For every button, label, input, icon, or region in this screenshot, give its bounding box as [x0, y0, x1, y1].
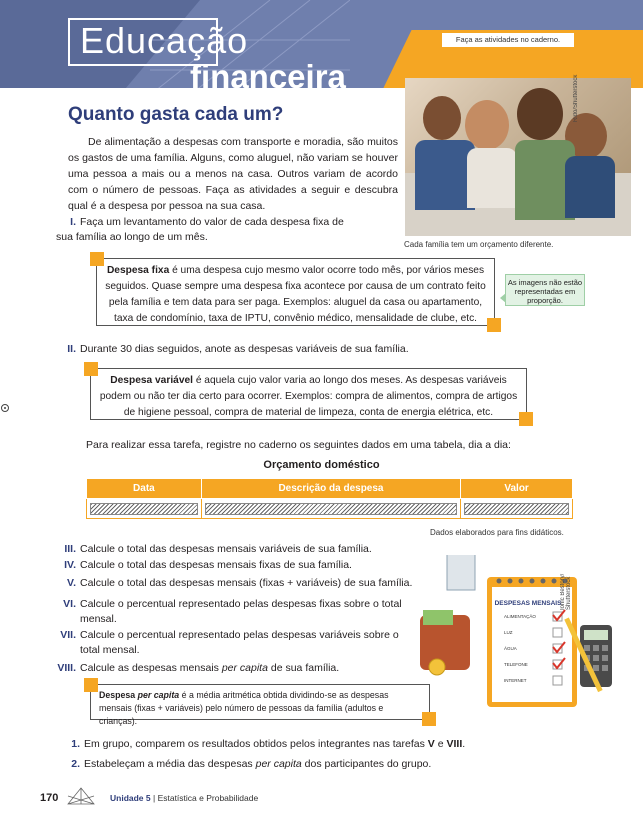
scale-note-text: As imagens não estão representadas em proporção.: [507, 278, 583, 305]
task-number: V.: [67, 577, 76, 589]
photo-person-1: [423, 96, 461, 140]
table-intro: Para realizar essa tarefa, registre no caderno os seguintes dados em uma tabela, dia a dia:: [86, 439, 511, 451]
task-text-b: dos participantes do grupo.: [301, 758, 432, 770]
task-text: Calcule o total das despesas mensais variáveis de sua família.: [80, 543, 372, 555]
expense-list-illustration: [415, 555, 620, 715]
task-text-em: per capita: [221, 662, 268, 674]
note-pointer: [500, 293, 506, 303]
task-text: Calcule o total das despesas mensais (fixas + variáveis) de sua família.: [80, 577, 413, 589]
placeholder-hatch: [90, 503, 198, 515]
task-number: 2.: [71, 758, 80, 770]
column-header-value: Valor: [461, 479, 573, 499]
task-text: Calcule o percentual representado pelas despesas fixas sobre o total mensal.: [80, 598, 402, 625]
corner-accent: [519, 412, 533, 426]
definition-text: é aquela cujo valor varia ao longo dos meses. As despesas variáveis podem ou não ter dia certo para ocorrer. Exemplos: compra de alimentos, compra de artigos de higiene pessoal, compra de material de limpeza, conta de energia elétrica, etc.: [99, 375, 518, 418]
photo-shirt-1: [415, 140, 475, 210]
page-number: 170: [40, 792, 59, 804]
definition-text: é a média aritmética obtida dividindo-se as despesas mensais (fixas + variáveis) pelo número de pessoas da família (adultos e crianças).: [99, 690, 389, 726]
task-number: VI.: [63, 598, 76, 610]
budget-table: [86, 478, 573, 519]
column-header-date: Data: [87, 479, 202, 499]
definition-term: Despesa variável: [110, 375, 193, 386]
table-cell: [461, 499, 573, 519]
task-VIII: [56, 661, 416, 676]
task-VII: [56, 628, 416, 658]
coin: [429, 659, 445, 675]
list-item-food: ALIMENTAÇÃO: [504, 614, 536, 619]
task-number: II.: [67, 343, 76, 355]
photo-caption: Cada família tem um orçamento diferente.: [404, 240, 554, 249]
task-text-a: Calcule as despesas mensais: [80, 662, 222, 674]
photo-credit: Rido/Shutterstock: [573, 74, 579, 122]
list-title: DESPESAS MENSAIS: [494, 600, 562, 607]
header-title-line2: financeira: [190, 58, 346, 95]
footer-unit: Unidade 5 | Estatística e Probabilidade: [110, 793, 259, 803]
task-text-a: Estabeleçam a média das despesas: [84, 758, 256, 770]
placeholder-hatch: [464, 503, 569, 515]
header-title-line1: Educação: [80, 20, 249, 61]
table-title: Orçamento doméstico: [263, 459, 380, 471]
table-cell: [87, 499, 202, 519]
scale-note: [505, 274, 585, 306]
task-number: I.: [70, 216, 76, 228]
section-title: Quanto gasta cada um?: [68, 104, 284, 125]
task-number: VII.: [60, 629, 76, 641]
unit-label: Unidade 5: [110, 793, 151, 803]
intro-paragraph: De alimentação a despesas com transporte e moradia, são muitos os gastos de uma família. Alguns, como aluguel, não variam se houver uma pessoa a mais ou a menos na casa. Outros variam de acordo com o número de pessoas. Faça as atividades a seguir e descubra qual é a despesa por pessoa na sua casa.: [68, 136, 398, 212]
task-ref-2: VIII: [446, 738, 463, 750]
definition-variable-expense: [90, 368, 527, 420]
task-text-em: per capita: [255, 758, 302, 770]
bill: [423, 610, 453, 625]
task-text: Calcule o percentual representado pelas despesas variáveis sobre o total mensal.: [80, 629, 399, 656]
table-header-row: [87, 479, 573, 499]
unit-subject: Estatística e Probabilidade: [157, 793, 259, 803]
calculator-screen: [584, 630, 608, 640]
illustration-credit: Ionic Bestory/ Shutterstock: [560, 573, 572, 610]
list-item-electricity: LUZ: [504, 630, 513, 635]
group-task-2: [60, 757, 560, 772]
family-photo: [405, 78, 631, 236]
registration-mark-icon: [1, 404, 9, 412]
receipt-paper: [447, 555, 475, 590]
task-text: Calcule o total das despesas mensais fixas de sua família.: [80, 559, 352, 571]
task-number: 1.: [71, 738, 80, 750]
task-ref-1: V: [427, 738, 435, 750]
group-task-1: [60, 737, 560, 752]
task-text: Durante 30 dias seguidos, anote as despesas variáveis de sua família.: [80, 343, 409, 355]
photo-person-3: [517, 88, 563, 140]
task-text-a: Em grupo, comparem os resultados obtidos pelos integrantes nas tarefas: [84, 738, 428, 750]
task-text-b: de sua família.: [267, 662, 340, 674]
table-row: [87, 499, 573, 519]
corner-accent: [90, 252, 104, 266]
table-cell: [201, 499, 460, 519]
task-text-mid: e: [434, 738, 447, 750]
task-number: IV.: [64, 559, 76, 571]
photo-shirt-2: [467, 148, 517, 208]
activity-note: Faça as atividades no caderno.: [442, 33, 574, 47]
definition-fixed-expense: [96, 258, 495, 326]
corner-accent: [84, 362, 98, 376]
column-header-description: Descrição da despesa: [201, 479, 460, 499]
corner-accent: [487, 318, 501, 332]
definition-term: Despesa: [99, 690, 138, 700]
list-item-phone: TELEFONE: [504, 662, 528, 667]
task-II: [56, 342, 536, 357]
definition-term-em: per capita: [137, 690, 180, 700]
task-number: III.: [64, 543, 76, 555]
table-source: Dados elaborados para fins didáticos.: [430, 528, 564, 537]
task-V: [56, 576, 426, 591]
task-text-b: .: [462, 738, 466, 750]
list-item-internet: INTERNET: [504, 678, 527, 683]
definition-term: Despesa fixa: [106, 265, 170, 276]
task-III: [56, 542, 416, 557]
task-IV: [56, 558, 416, 573]
corner-accent: [84, 678, 98, 692]
task-number: VIII.: [57, 662, 76, 674]
task-VI: [56, 597, 416, 627]
definition-per-capita: [90, 684, 430, 726]
definition-text: é uma despesa cujo mesmo valor ocorre todo mês, por vários meses seguidos. Quase sempre uma despesa fixa acontece por causa de um contrato feito pela família e tem data para ser paga. Exemplos: aluguel da casa ou apartamento, taxa de condomínio, taxa de IPTU, convênio médico, mensalidade de clube, etc.: [105, 265, 486, 324]
list-item-water: ÁGUA: [504, 646, 517, 651]
task-text: Faça um levantamento do valor de cada despesa fixa de sua família ao longo de um mês.: [56, 216, 344, 243]
photo-shirt-4: [565, 156, 615, 218]
task-I: [56, 215, 356, 245]
placeholder-hatch: [205, 503, 457, 515]
web-decoration-icon: [66, 786, 96, 806]
